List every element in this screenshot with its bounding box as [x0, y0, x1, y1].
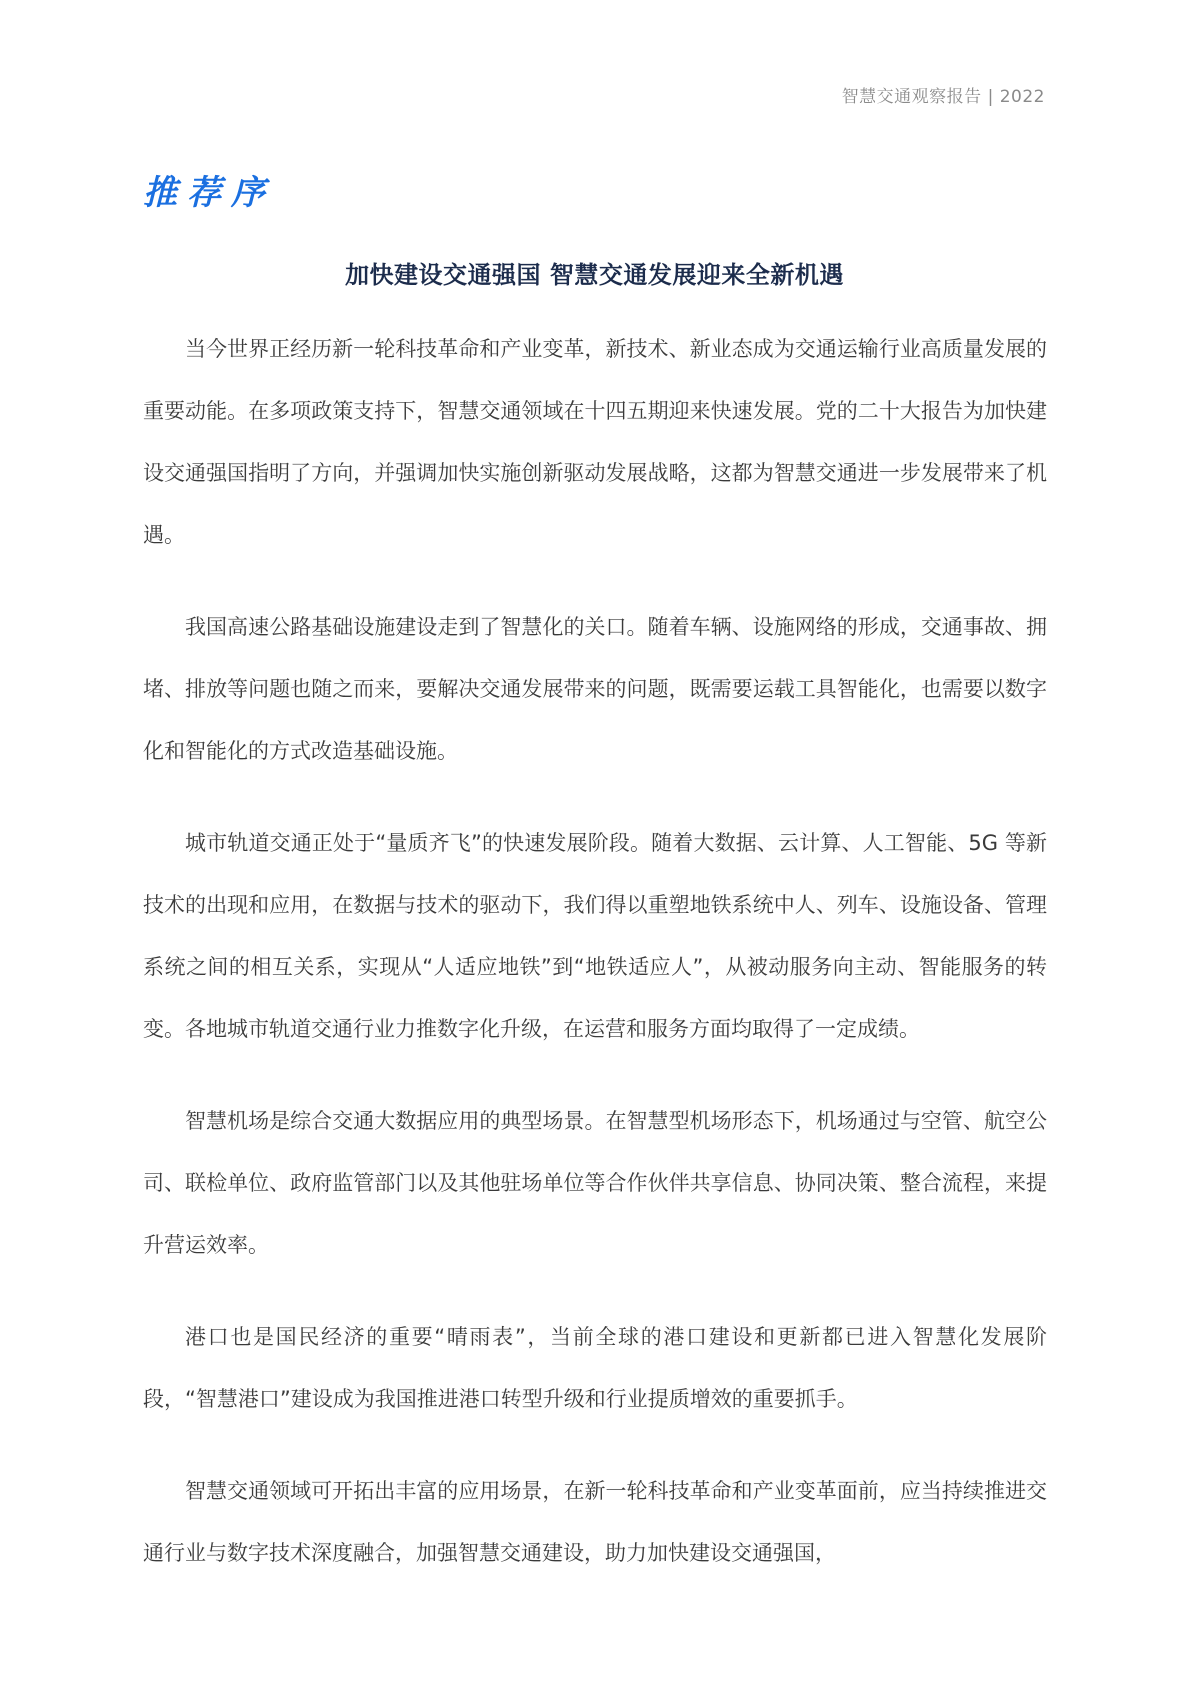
paragraph: 当今世界正经历新一轮科技革命和产业变革，新技术、新业态成为交通运输行业高质量发展的重要动能。在多项政策支持下，智慧交通领域在十四五期迎来快速发展。党的二十大报告为加快建设交通强国指明了方向，并强调加快实施创新驱动发展战略，这都为智慧交通进一步发展带来了机遇。: [143, 337, 1047, 547]
article-headline: 加快建设交通强国 智慧交通发展迎来全新机遇: [345, 261, 844, 289]
article-body: [143, 318, 1047, 1618]
paragraph: 城市轨道交通正处于“量质齐飞”的快速发展阶段。随着大数据、云计算、人工智能、5G 等新技术的出现和应用，在数据与技术的驱动下，我们得以重塑地铁系统中人、列车、设施设备、管理系统之间的相互关系，实现从“人适应地铁”到“地铁适应人”，从被动服务向主动、智能服务的转变。各地城市轨道交通行业力推数字化升级，在运营和服务方面均取得了一定成绩。: [143, 831, 1047, 1041]
paragraph: 港口也是国民经济的重要“晴雨表”，当前全球的港口建设和更新都已进入智慧化发展阶段，“智慧港口”建设成为我国推进港口转型升级和行业提质增效的重要抓手。: [143, 1325, 1047, 1411]
running-header: 智慧交通观察报告 | 2022: [841, 87, 1045, 107]
section-title: 推荐序: [143, 173, 275, 213]
paragraph: 智慧交通领域可开拓出丰富的应用场景，在新一轮科技革命和产业变革面前，应当持续推进交通行业与数字技术深度融合，加强智慧交通建设，助力加快建设交通强国，: [143, 1479, 1047, 1565]
paragraph: 我国高速公路基础设施建设走到了智慧化的关口。随着车辆、设施网络的形成，交通事故、拥堵、排放等问题也随之而来，要解决交通发展带来的问题，既需要运载工具智能化，也需要以数字化和智能化的方式改造基础设施。: [143, 615, 1047, 763]
paragraph: 智慧机场是综合交通大数据应用的典型场景。在智慧型机场形态下，机场通过与空管、航空公司、联检单位、政府监管部门以及其他驻场单位等合作伙伴共享信息、协同决策、整合流程，来提升营运效率。: [143, 1109, 1047, 1257]
